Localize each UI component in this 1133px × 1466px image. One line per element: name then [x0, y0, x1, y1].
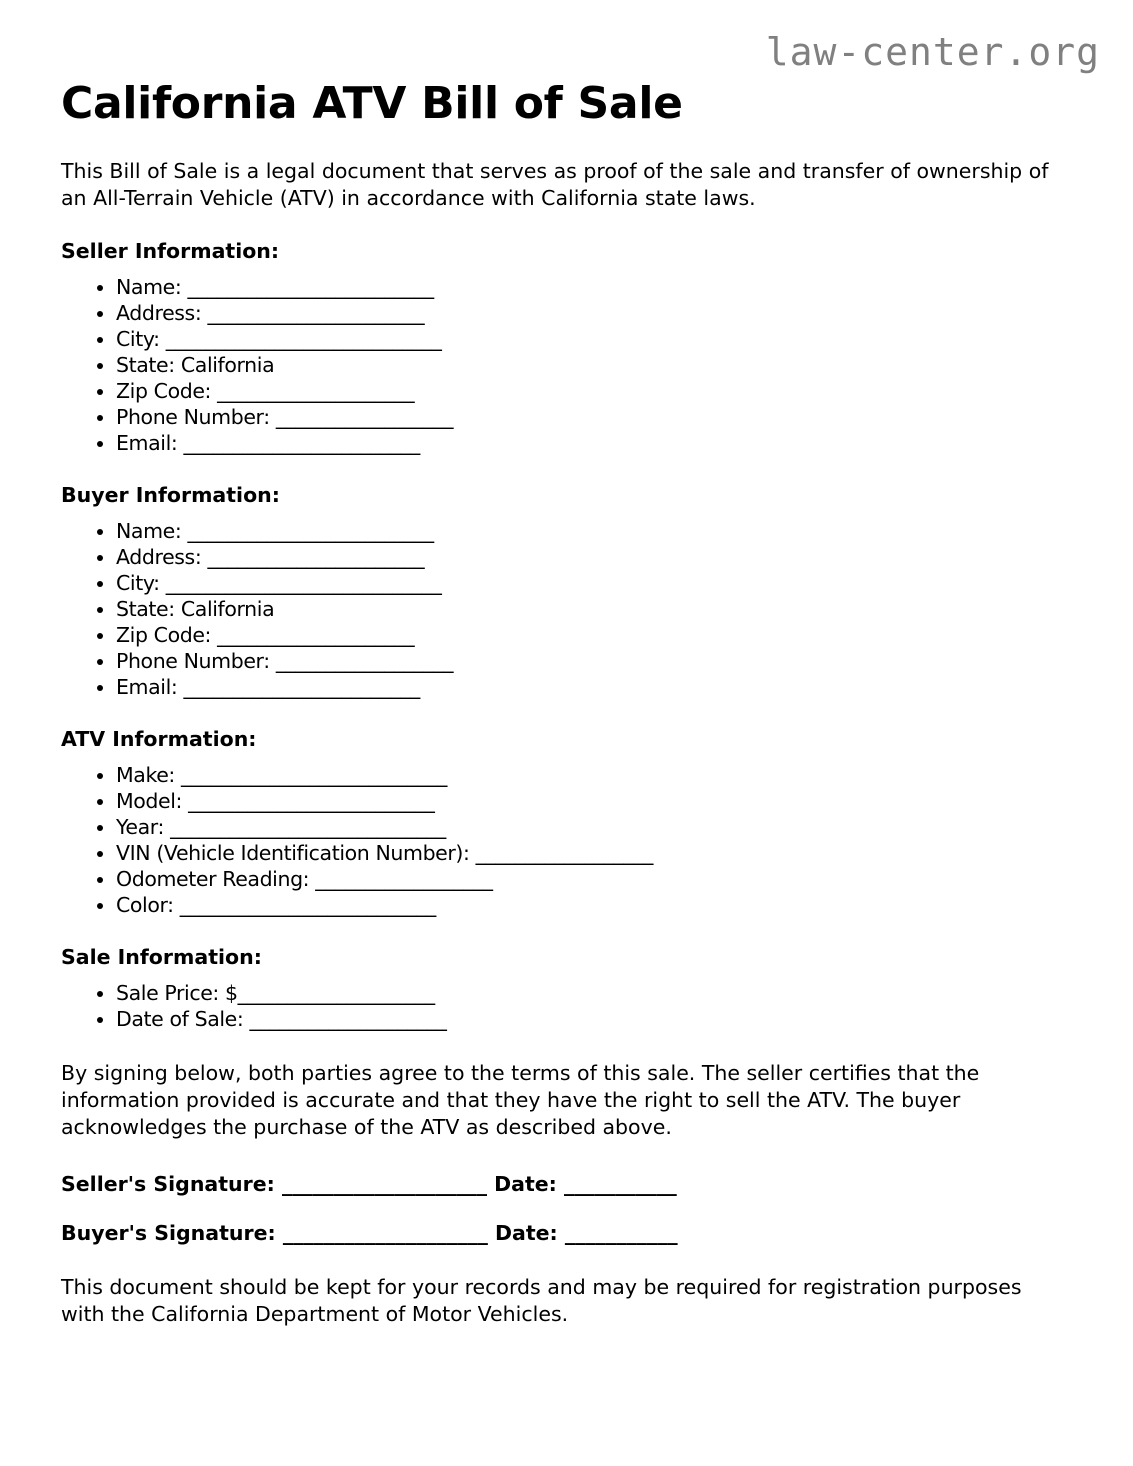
list-item	[116, 788, 1071, 814]
site-watermark: law-center.org	[765, 30, 1100, 74]
list-item	[116, 892, 1071, 918]
closing-paragraph: This document should be kept for your records and may be required for registration purposes with the California Department of Motor Vehicles.	[61, 1274, 1022, 1326]
seller-signature-line: Seller's Signature: ____________________ Date: ___________	[61, 1171, 677, 1196]
list-item	[116, 404, 1071, 430]
atv-field-year: Year: ____________________________	[116, 814, 446, 839]
atv-field-model: Model: _________________________	[116, 788, 435, 813]
seller-field-list	[61, 274, 1071, 456]
list-item	[116, 980, 1071, 1006]
buyer-field-name: Name: _________________________	[116, 518, 434, 543]
atv-field-color: Color: __________________________	[116, 892, 436, 917]
list-item	[116, 596, 1071, 622]
seller-field-zip: Zip Code: ____________________	[116, 378, 415, 403]
seller-field-phone: Phone Number: __________________	[116, 404, 454, 429]
section-heading-seller: Seller Information:	[61, 238, 280, 263]
list-item	[116, 300, 1071, 326]
seller-field-email: Email: ________________________	[116, 430, 420, 455]
sale-field-date: Date of Sale: ____________________	[116, 1006, 447, 1031]
buyer-field-zip: Zip Code: ____________________	[116, 622, 415, 647]
list-item	[116, 378, 1071, 404]
list-item	[116, 430, 1071, 456]
buyer-signature-line: Buyer's Signature: ____________________ Date: ___________	[61, 1220, 678, 1245]
buyer-field-phone: Phone Number: __________________	[116, 648, 454, 673]
signature-block	[61, 1171, 1071, 1246]
seller-field-state: State: California	[116, 352, 275, 377]
list-item	[116, 544, 1071, 570]
agreement-paragraph: By signing below, both parties agree to the terms of this sale. The seller certifies that the information provided is accurate and that they have the right to sell the ATV. The buyer acknowledges the purchase of the ATV as described above.	[61, 1060, 980, 1139]
list-item	[116, 326, 1071, 352]
list-item	[116, 1006, 1071, 1032]
list-item	[116, 648, 1071, 674]
seller-field-address: Address: ______________________	[116, 300, 425, 325]
seller-field-city: City: ____________________________	[116, 326, 442, 351]
list-item	[116, 570, 1071, 596]
list-item	[116, 274, 1071, 300]
list-item	[116, 518, 1071, 544]
atv-field-vin: VIN (Vehicle Identification Number): __________________	[116, 840, 653, 865]
list-item	[116, 866, 1071, 892]
section-heading-sale: Sale Information:	[61, 944, 262, 969]
seller-field-name: Name: _________________________	[116, 274, 434, 299]
intro-paragraph: This Bill of Sale is a legal document that serves as proof of the sale and transfer of ownership of an All-Terrain Vehicle (ATV) in accordance with California state laws.	[61, 158, 1049, 210]
list-item	[116, 622, 1071, 648]
sale-field-list	[61, 980, 1071, 1032]
buyer-field-address: Address: ______________________	[116, 544, 425, 569]
document-content	[61, 78, 1071, 1328]
buyer-field-state: State: California	[116, 596, 275, 621]
buyer-field-list	[61, 518, 1071, 700]
atv-field-list	[61, 762, 1071, 918]
list-item	[116, 352, 1071, 378]
list-item	[116, 762, 1071, 788]
atv-field-odometer: Odometer Reading: __________________	[116, 866, 493, 891]
sale-field-price: Sale Price: $____________________	[116, 980, 435, 1005]
list-item	[116, 840, 1071, 866]
list-item	[116, 814, 1071, 840]
buyer-field-email: Email: ________________________	[116, 674, 420, 699]
section-heading-atv: ATV Information:	[61, 726, 257, 751]
list-item	[116, 674, 1071, 700]
page-title: California ATV Bill of Sale	[61, 78, 683, 129]
buyer-field-city: City: ____________________________	[116, 570, 442, 595]
atv-field-make: Make: ___________________________	[116, 762, 447, 787]
section-heading-buyer: Buyer Information:	[61, 482, 280, 507]
